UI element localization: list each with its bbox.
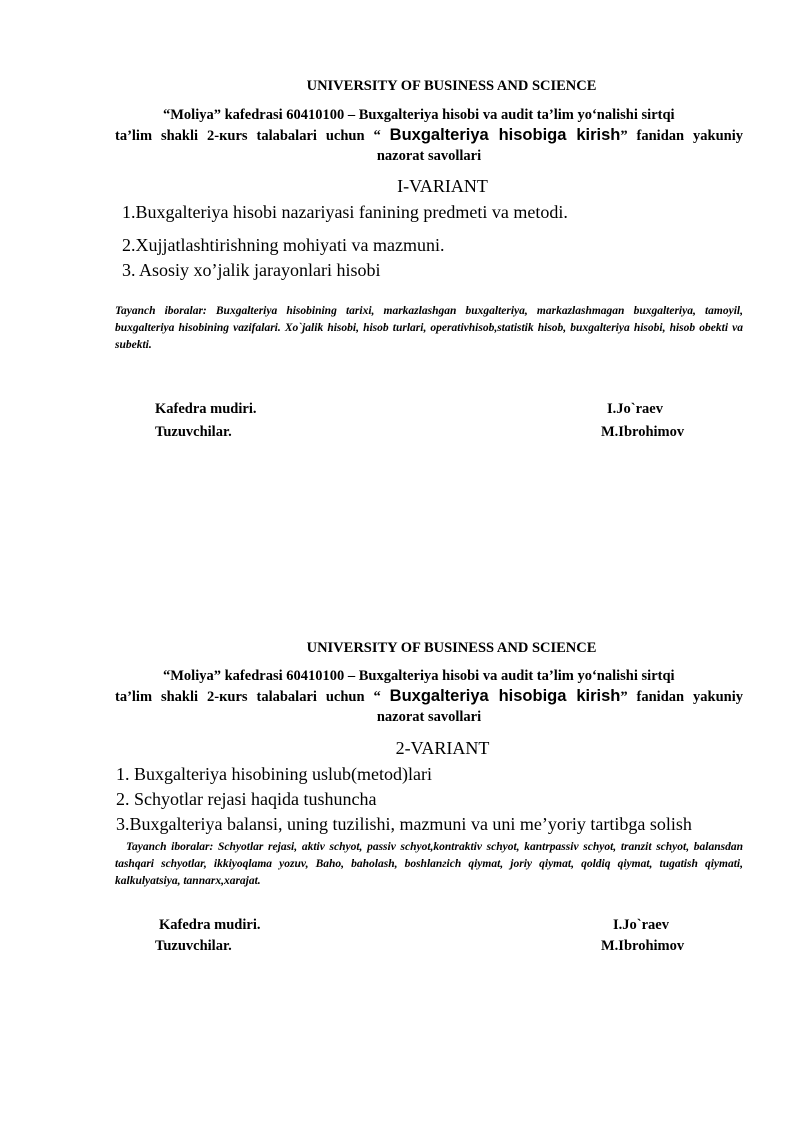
question-3: 3.Buxgalteriya balansi, uning tuzilishi, mazmuni va uni me’yoriy tartibga solish [116, 814, 692, 834]
signature-name-compilers: M.Ibrohimov [601, 424, 685, 440]
heading-line-2 [115, 125, 743, 146]
signature-name-head: I.Jo`raev [607, 401, 663, 417]
university-title: UNIVERSITY OF BUSINESS AND SCIENCE [306, 640, 597, 656]
heading-line-1: “Moliya” kafedrasi 60410100 – Buxgalteriya hisobi va audit ta’lim yo‘nalishi sirtqi [163, 107, 675, 123]
signature-role-compilers: Tuzuvchilar. [155, 938, 232, 954]
question-1: 1.Buxgalteriya hisobi nazariyasi fanining predmeti va metodi. [122, 202, 568, 222]
heading-line-2-prefix: ta’lim shakli 2-кurs talabalari uchun “ [115, 689, 390, 705]
signature-role-head: Kafedra mudiri. [155, 401, 257, 417]
heading-line-3: nazorat savollari [376, 709, 482, 725]
heading-line-2-suffix: ” fanidan yakuniy [620, 689, 743, 705]
heading-line-2-prefix: ta’lim shakli 2-кurs talabalari uchun “ [115, 128, 390, 144]
heading-line-2-suffix: ” fanidan yakuniy [620, 128, 743, 144]
course-heading [115, 666, 743, 727]
heading-line-1: “Moliya” kafedrasi 60410100 – Buxgalteriya hisobi va audit ta’lim yo‘nalishi sirtqi [163, 668, 675, 684]
course-heading [115, 105, 743, 166]
signature-name-compilers: M.Ibrohimov [601, 938, 685, 954]
signature-role-compilers: Tuzuvchilar. [155, 424, 232, 440]
question-3: 3. Asosiy xo’jalik jarayonlari hisobi [122, 260, 381, 280]
question-1: 1. Buxgalteriya hisobining uslub(metod)lari [116, 764, 432, 784]
course-name: Buxgalteriya hisobiga kirish [389, 687, 621, 705]
variant-label: I-VARIANT [397, 176, 488, 196]
variant-label: 2-VARIANT [395, 738, 490, 758]
university-title: UNIVERSITY OF BUSINESS AND SCIENCE [306, 78, 597, 94]
course-name: Buxgalteriya hisobiga kirish [389, 126, 621, 144]
keywords-paragraph: Tayanch iboralar: Buxgalteriya hisobining tarixi, markazlashgan buxgalteriya, markazlashmagan buxgalteriya, tamoyil, buxgalteriya hisobining vazifalari. Xo`jalik hisobi, hisob turlari, operativhisob,statistik hisob, buxgalteriya hisobi, hisob obekti va subekti. [115, 305, 743, 351]
keywords-paragraph: Tayanch iboralar: Schyotlar rejasi, aktiv schyot, passiv schyot,kontraktiv schyot, kantrpassiv schyot, tranzit schyot, balansdan tashqari schyotlar, ikkiyoqlama yozuv, Baho, baholash, boshlanгich qiymat, joriy qiymat, qoldiq qiymat, tugatish qiymati, kalkulyatsiya, tannarx,xarajat. [115, 841, 743, 887]
question-2: 2. Schyotlar rejasi haqida tushuncha [116, 789, 377, 809]
signature-role-head: Kafedra mudiri. [159, 917, 261, 933]
heading-line-2 [115, 686, 743, 707]
heading-line-3: nazorat savollari [376, 148, 482, 164]
signature-name-head: I.Jo`raev [613, 917, 669, 933]
question-2: 2.Xujjatlashtirishning mohiyati va mazmuni. [122, 235, 445, 255]
